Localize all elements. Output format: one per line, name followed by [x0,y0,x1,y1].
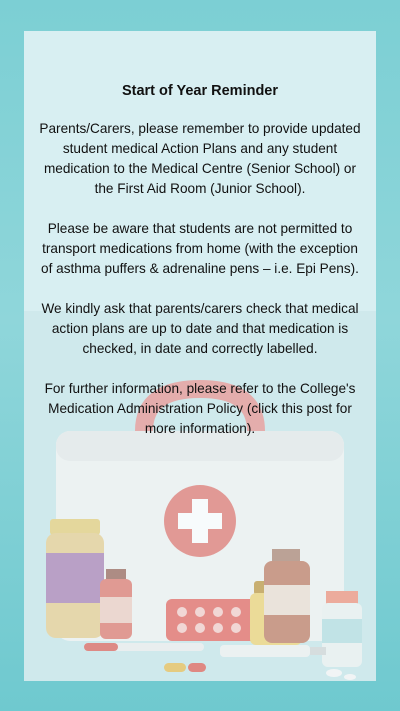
thermometer-icon [84,643,204,651]
paragraph-check-request: We kindly ask that parents/carers check that medical action plans are up to date and that medication is checked, in date and correctly labelled. [41,301,359,356]
paragraph-transport-policy: Please be aware that students are not permitted to transport medications from home (with the exception of asthma puffers & adrenaline pens – i.e. Epi Pens). [41,221,359,276]
paragraph-medical-plans: Parents/Carers, please remember to provide updated student medical Action Plans and any student medication to the Medical Centre (Senior School) or the First Aid Room (Junior School). [39,121,361,196]
dropper-bottle-icon [100,569,132,639]
reminder-text [38,81,362,459]
medicine-bottle-icon [46,519,104,638]
reminder-title: Start of Year Reminder [121,83,279,99]
syringe-icon [220,645,326,657]
right-bottle-icon [322,591,362,667]
pill-blister-icon [166,599,258,641]
brown-bottle-icon [264,549,310,643]
post-card[interactable] [24,31,376,681]
paragraph-policy-link[interactable]: For further information, please refer to the College's Medication Administration Policy (click this post for more information). [44,381,356,436]
